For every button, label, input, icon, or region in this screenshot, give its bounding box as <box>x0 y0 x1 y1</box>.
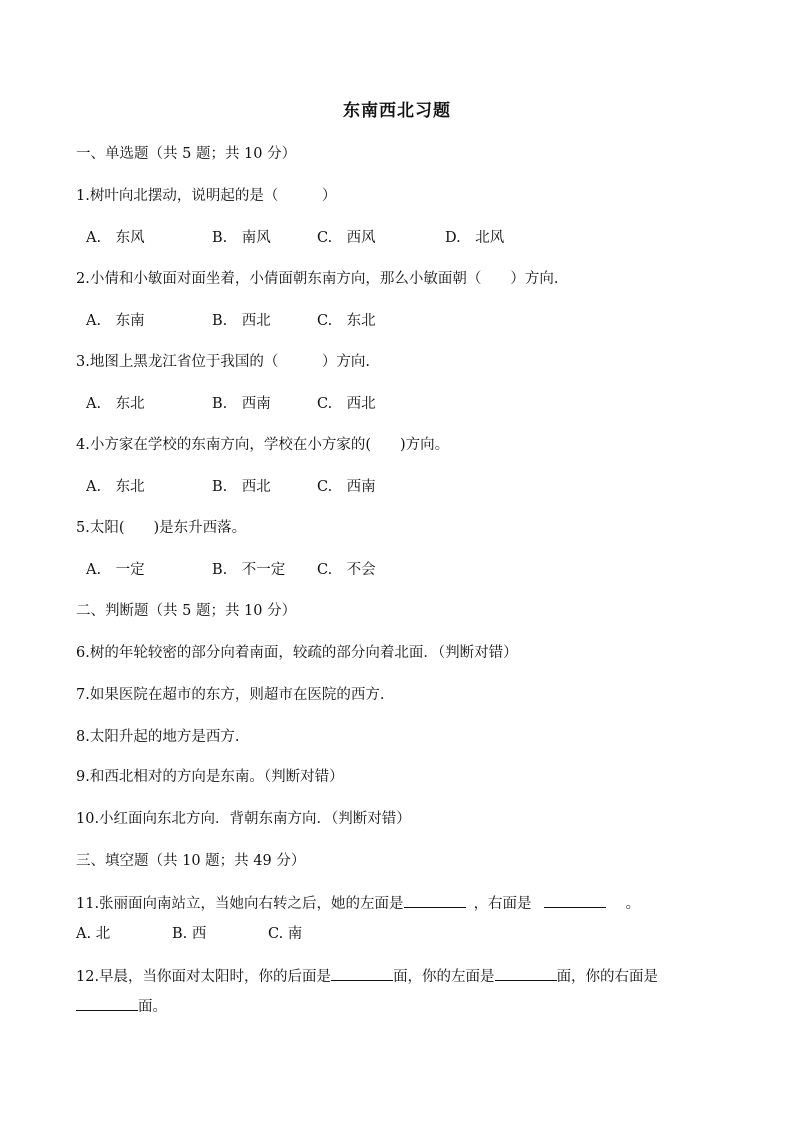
option-c: C. 不会 <box>317 562 376 578</box>
question-12-text-4: 面。 <box>138 999 167 1015</box>
option-b: B. 不一定 <box>212 562 286 578</box>
question-1: 1.树叶向北摆动，说明起的是（ ） <box>76 188 337 204</box>
option-c: C. 西南 <box>317 479 376 495</box>
question-12-continued <box>76 996 167 1017</box>
option-c: C. 东北 <box>317 313 376 329</box>
question-3: 3.地图上黑龙江省位于我国的（ ）方向. <box>76 354 370 370</box>
question-12-text-1: 12.早晨，当你面对太阳时，你的后面是 <box>76 969 332 985</box>
option-a: A. 东北 <box>86 479 145 495</box>
question-11-text-3: 。 <box>625 896 641 912</box>
option-a: A. 东南 <box>86 313 145 329</box>
section-heading-true-false: 二、判断题（共 5 题；共 10 分） <box>76 603 297 619</box>
answer-blank[interactable] <box>495 966 557 981</box>
question-2: 2.小倩和小敏面对面坐着，小倩面朝东南方向，那么小敏面朝（ ）方向. <box>76 271 559 287</box>
option-b: B. 西北 <box>212 479 271 495</box>
question-10: 10.小红面向东北方向．背朝东南方向．（判断对错） <box>76 811 411 827</box>
question-11-text-2: ，右面是 <box>473 896 532 912</box>
answer-blank[interactable] <box>331 966 393 981</box>
option-b: B. 西南 <box>212 396 271 412</box>
question-12-text-2: 面，你的左面是 <box>393 969 495 985</box>
question-11 <box>76 893 640 914</box>
question-4: 4.小方家在学校的东南方向，学校在小方家的( )方向。 <box>76 437 450 453</box>
option-d: D. 北风 <box>445 230 505 246</box>
question-8: 8.太阳升起的地方是西方. <box>76 729 240 745</box>
option-a: A. 东北 <box>86 396 145 412</box>
question-9: 9.和西北相对的方向是东南。（判断对错） <box>76 769 344 785</box>
option-a: A. 东风 <box>86 230 145 246</box>
answer-blank[interactable] <box>544 893 606 908</box>
section-heading-single-choice: 一、单选题（共 5 题；共 10 分） <box>76 146 297 162</box>
question-7: 7.如果医院在超市的东方，则超市在医院的西方. <box>76 687 385 703</box>
option-b: B. 西北 <box>212 313 271 329</box>
option-c: C. 南 <box>268 926 303 942</box>
question-11-text-1: 11.张丽面向南站立，当她向右转之后，她的左面是 <box>76 896 404 912</box>
question-12 <box>76 966 658 987</box>
section-heading-fill-blank: 三、填空题（共 10 题；共 49 分） <box>76 853 306 869</box>
option-b: B. 南风 <box>212 230 271 246</box>
page-title: 东南西北习题 <box>343 101 451 121</box>
question-5: 5.太阳( )是东升西落。 <box>76 520 247 536</box>
answer-blank[interactable] <box>76 996 138 1011</box>
question-6: 6.树的年轮较密的部分向着南面，较疏的部分向着北面．（判断对错） <box>76 645 518 661</box>
option-c: C. 西北 <box>317 396 376 412</box>
option-b: B. 西 <box>172 926 207 942</box>
option-a: A. 北 <box>76 926 111 942</box>
question-12-text-3: 面，你的右面是 <box>556 969 659 985</box>
option-a: A. 一定 <box>86 562 145 578</box>
option-c: C. 西风 <box>317 230 376 246</box>
answer-blank[interactable] <box>404 893 466 908</box>
